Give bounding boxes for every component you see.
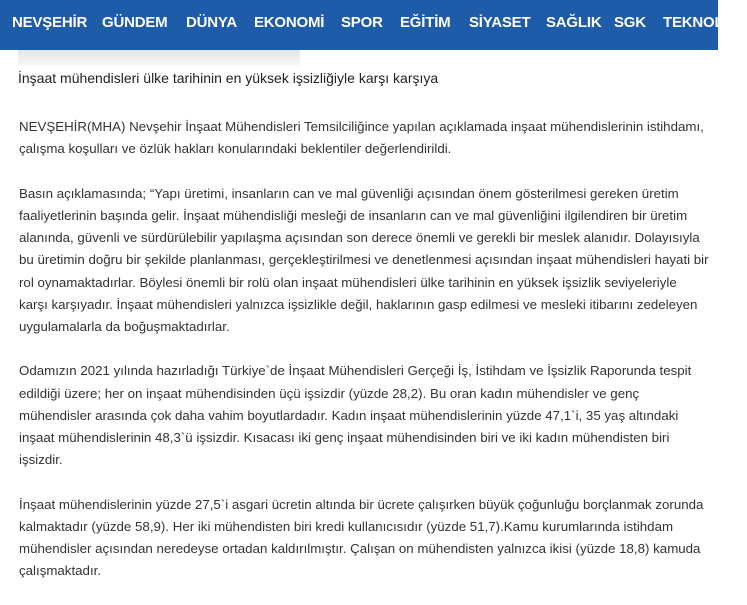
nav-item-dunya[interactable]: DÜNYA <box>186 14 237 31</box>
article-paragraph: İnşaat mühendislerinin yüzde 27,5`i asgari ücretin altında bir ücrete çalışırken büyük çoğunluğu borçlanmak zorunda kalmaktadır (yüzde 58,9). Her iki mühendisten biri kredi kullanıcısıdır (yüzde 51,7).Kamu kurumlarında istihdam mühendisler açısından neredeyse ortadan kaldırılmıştır. Çalışan on mühendisten yalnızca ikisi (yüzde 18,8) kamuda çalışmaktadır. <box>19 496 704 579</box>
article-paragraph: NEVŞEHİR(MHA) Nevşehir İnşaat Mühendisleri Temsilciliğince yapılan açıklamada inşaat mühendislerinin istihdamı, çalışma koşulları ve özlük hakları konularındaki beklentiler değerlendirildi. <box>19 119 704 157</box>
ad-banner-placeholder <box>18 50 300 65</box>
nav-item-siyaset[interactable]: SİYASET <box>469 14 531 31</box>
nav-item-ekonomi[interactable]: EKONOMİ <box>254 14 325 31</box>
nav-item-nevsehir[interactable]: NEVŞEHİR <box>12 14 88 31</box>
nav-item-teknoloji[interactable]: TEKNOLOJİ <box>663 14 747 31</box>
nav-item-saglik[interactable]: SAĞLIK <box>546 14 602 31</box>
nav-item-spor[interactable]: SPOR <box>341 14 383 31</box>
article-body <box>19 116 709 605</box>
nav-item-egitim[interactable]: EĞİTİM <box>400 14 451 31</box>
nav-item-gundem[interactable]: GÜNDEM <box>102 14 168 31</box>
nav-item-sgk[interactable]: SGK <box>614 14 646 31</box>
article-paragraph: Odamızın 2021 yılında hazırladığı Türkiye`de İnşaat Mühendisleri Gerçeği İş, İstihdam ve İşsizlik Raporunda tespit edildiği üzere; her on inşaat mühendisinden üçü işsizdir (yüzde 28,2). Bu oran kadın mühendisler ve genç mühendisler arasında çok daha vahim boyutlardadır. Kadın inşaat mühendislerinin yüzde 47,1`i, 35 yaş altındaki inşaat mühendislerinin 48,3`ü işsizdir. Kısacası iki genç inşaat mühendisinden biri ve iki kadın mühendisten biri işsizdir. <box>19 363 692 468</box>
article-paragraph: Basın açıklamasında; “Yapı üretimi, insanların can ve mal güvenliği açısından önem gösterilmesi gereken üretim faaliyetlerinin başında gelir. İnşaat mühendisliği mesleği de insanların can ve mal güvenliğini ilgilendiren bir üretim alanında, güvenli ve sürdürülebilir yapılaşma açısından son derece önemli ve gerekli bir meslek alanıdır. Dolayısıyla bu üretimin doğru bir şekilde planlanması, gerçekleştirilmesi ve denetlenmesi açısından inşaat mühendisleri hayati bir rol oynamaktadırlar. Böylesi önemli bir rolü olan inşaat mühendisleri ülke tarihinin en yüksek işsizlik seviyeleriyle karşı karşıyadır. İnşaat mühendisleri yalnızca işsizlikle değil, haklarının gasp edilmesi ve mesleki itibarını zedeleyen uygulamalarla da boğuşmaktadırlar. <box>19 185 709 334</box>
top-navigation-bar <box>0 0 747 50</box>
article-headline: İnşaat mühendisleri ülke tarihinin en yüksek işsizliğiyle karşı karşıya <box>18 70 439 86</box>
